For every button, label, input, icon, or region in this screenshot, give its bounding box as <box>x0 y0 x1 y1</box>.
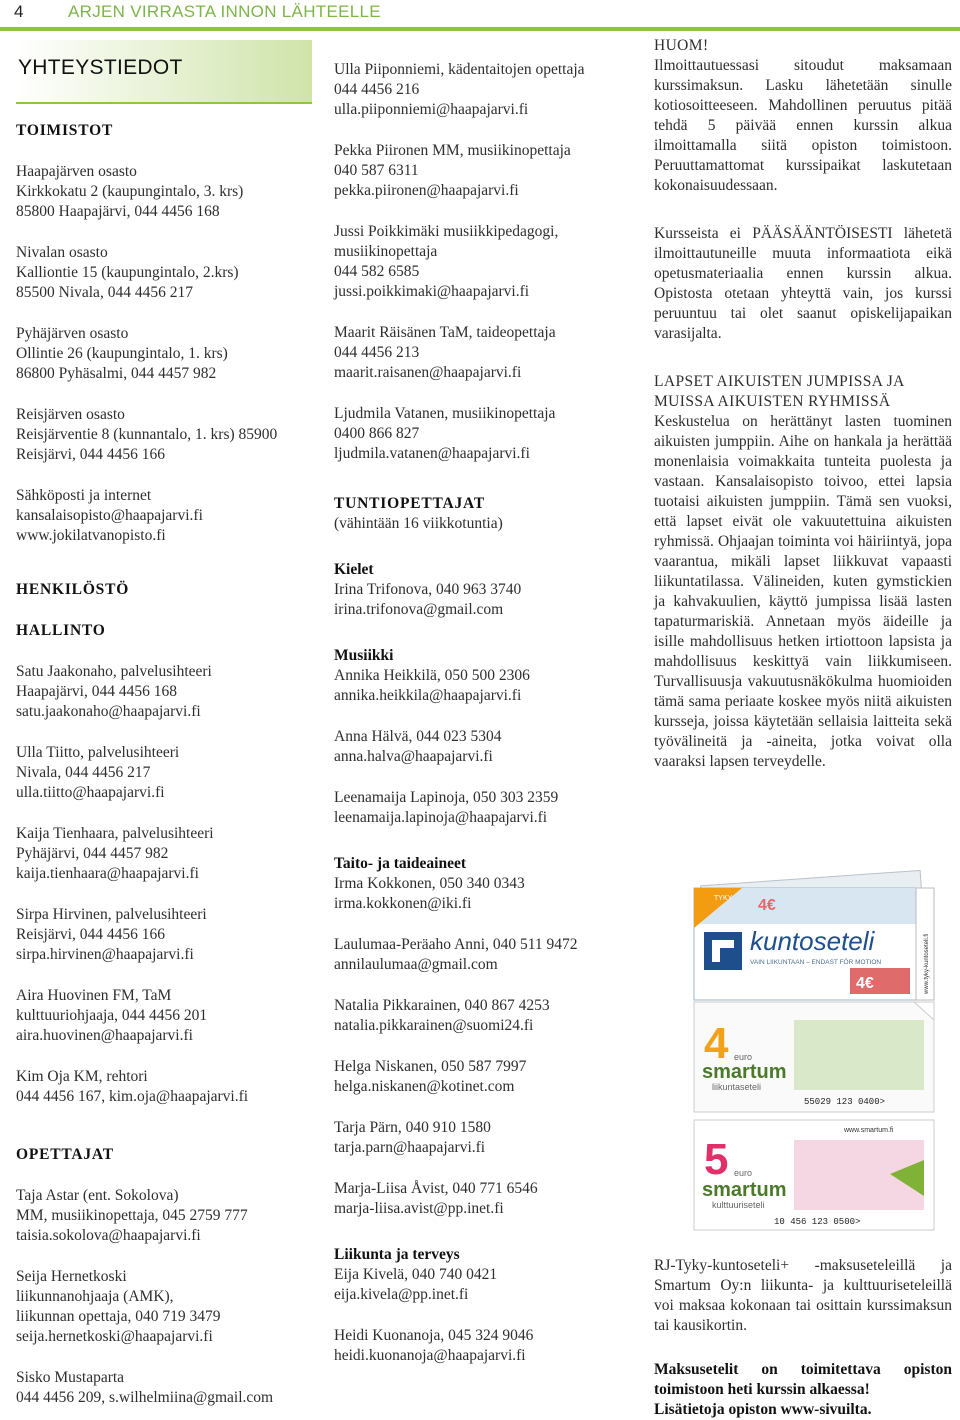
staff-entry: Kim Oja KM, rehtori 044 4456 167, kim.oja@haapajarvi.fi <box>16 1068 249 1105</box>
teacher-entry: Tarja Pärn, 040 910 1580 tarja.parn@haapajarvi.fi <box>334 1119 491 1156</box>
more-info-note: Lisätietoja opiston www-sivuilta. <box>654 1401 872 1418</box>
staff-entry: Sirpa Hirvinen, palvelusihteeri Reisjärvi, 044 4456 166 sirpa.hirvinen@haapajarvi.fi <box>16 906 207 963</box>
smartum2-sub: kulttuuriseteli <box>712 1200 765 1210</box>
smartum1-sub: liikuntaseteli <box>712 1082 762 1092</box>
column-teachers <box>334 60 624 1366</box>
office-reisjarvi: Reisjärven osasto Reisjärventie 8 (kunnantalo, 1. krs) 85900 Reisjärvi, 044 4456 166 <box>16 406 278 463</box>
tyky-brand: kuntoseteli <box>750 926 875 956</box>
smartum1-unit: euro <box>734 1052 753 1062</box>
column-contact-info <box>16 40 312 1408</box>
heading-taito-ja-taideaineet: Taito- ja taideaineet <box>334 855 467 872</box>
smartum2-value: 5 <box>704 1135 729 1184</box>
header-rule <box>0 27 960 31</box>
tyky-top-label: TYKY <box>714 895 733 902</box>
page-header <box>0 0 960 28</box>
staff-entry: Kaija Tienhaara, palvelusihteeri Pyhäjärvi, 044 4457 982 kaija.tienhaara@haapajarvi.fi <box>16 825 214 882</box>
page-number: 4 <box>14 2 24 21</box>
teacher-entry: Jussi Poikkimäki musiikkipedagogi, musiikinopettaja 044 582 6585 jussi.poikkimaki@haapajarvi.fi <box>334 223 559 300</box>
column-notices <box>654 36 952 772</box>
voucher-illustration <box>654 870 952 1250</box>
staff-entry: Ulla Tiitto, palvelusihteeri Nivala, 044 4456 217 ulla.tiitto@haapajarvi.fi <box>16 744 180 801</box>
heading-liikunta-ja-terveys: Liikunta ja terveys <box>334 1246 460 1263</box>
tyky-value-top: 4€ <box>758 897 776 914</box>
staff-entry: Aira Huovinen FM, TaM kulttuuriohjaaja, 044 4456 201 aira.huovinen@haapajarvi.fi <box>16 987 208 1044</box>
teacher-entry: Laulumaa-Peräaho Anni, 040 511 9472 annilaulumaa@gmail.com <box>334 936 578 973</box>
heading-musiikki: Musiikki <box>334 647 394 664</box>
heading-henkilosto: HENKILÖSTÖ <box>16 581 130 598</box>
voucher-bold-note: Maksusetelit on toimitettava opiston toimistoon heti kurssin alkaessa! <box>654 1361 952 1398</box>
heading-huom: HUOM! <box>654 37 709 54</box>
teacher-entry: Leenamaija Lapinoja, 050 303 2359 leenamaija.lapinoja@haapajarvi.fi <box>334 789 559 826</box>
teacher-entry: Helga Niskanen, 050 587 7997 helga.niskanen@kotinet.com <box>334 1058 527 1095</box>
heading-tuntiopettajat: TUNTIOPETTAJAT <box>334 495 486 512</box>
office-pyhajarvi: Pyhäjärven osasto Ollintie 26 (kaupungintalo, 1. krs) 86800 Pyhäsalmi, 044 4457 982 <box>16 325 228 382</box>
smartum2-unit: euro <box>734 1168 753 1178</box>
teacher-entry: Seija Hernetkoski liikunnanohjaaja (AMK), liikunnan opettaja, 040 719 3479 seija.hernetkoski@haapajarvi.fi <box>16 1268 221 1345</box>
smartum2-brand: smartum <box>702 1179 787 1201</box>
section-title: YHTEYSTIEDOT <box>18 56 183 79</box>
teacher-entry: Natalia Pikkarainen, 040 867 4253 natalia.pikkarainen@suomi24.fi <box>334 997 550 1034</box>
teacher-entry: Anna Hälvä, 044 023 5304 anna.halva@haapajarvi.fi <box>334 728 502 765</box>
voucher-images <box>654 870 952 1250</box>
tyky-value: 4€ <box>856 975 874 992</box>
office-nivala: Nivalan osasto Kalliontie 15 (kaupungintalo, 2.krs) 85500 Nivala, 044 4456 217 <box>16 244 239 301</box>
teacher-entry: Pekka Piironen MM, musiikinopettaja 040 587 6311 pekka.piironen@haapajarvi.fi <box>334 142 571 199</box>
page-header-title: ARJEN VIRRASTA INNON LÄHTEELLE <box>68 2 381 21</box>
teacher-entry: Annika Heikkilä, 050 500 2306 annika.heikkila@haapajarvi.fi <box>334 667 530 704</box>
email-and-web: Sähköposti ja internet kansalaisopisto@haapajarvi.fi www.jokilatvanopisto.fi <box>16 487 203 544</box>
teacher-entry: Heidi Kuonanoja, 045 324 9046 heidi.kuonanoja@haapajarvi.fi <box>334 1327 534 1364</box>
voucher-caption-block <box>654 1256 952 1420</box>
teacher-entry: Sisko Mustaparta 044 4456 209, s.wilhelmiina@gmail.com <box>16 1369 274 1406</box>
smartum1-brand: smartum <box>702 1061 787 1083</box>
teacher-entry: Irina Trifonova, 040 963 3740 irina.trifonova@gmail.com <box>334 581 522 618</box>
smartum-site: www.smartum.fi <box>844 1127 894 1134</box>
teacher-entry: Irma Kokkonen, 050 340 0343 irma.kokkonen@iki.fi <box>334 875 525 912</box>
heading-hallinto: HALLINTO <box>16 622 106 639</box>
section-title-box <box>16 40 312 104</box>
heading-lapset: LAPSET AIKUISTEN JUMPISSA JA MUISSA AIKUISTEN RYHMISSÄ <box>654 373 904 410</box>
heading-toimistot: TOIMISTOT <box>16 122 114 139</box>
notice-huom: Ilmoittautuessasi sitoudut maksamaan kurssimaksun. Lasku lähetetään sinulle kotiosoitteeseen. Mahdollinen peruutus pitää tehdä 5 päivää ennen kurssin alkua ilmoittamalla siitä opiston toimistoon. Peruuttamattomat kurssipaikat laskutetaan kokonaisuudessaan. <box>654 57 952 194</box>
teacher-entry: Taja Astar (ent. Sokolova) MM, musiikinopettaja, 045 2759 777 taisia.sokolova@haapajarvi.fi <box>16 1187 248 1244</box>
voucher-caption: RJ-Tyky-kuntoseteli+ -maksuseteleillä ja Smartum Oy:n liikunta- ja kulttuuriseteleillä voi maksaa kokonaan tai osittain kurssimaksun tai kausikortin. <box>654 1257 952 1334</box>
heading-kielet: Kielet <box>334 561 374 578</box>
tyky-site: www.tyky-kuntoseteli.fi <box>924 933 930 994</box>
office-haapajarvi: Haapajärven osasto Kirkkokatu 2 (kaupungintalo, 3. krs) 85800 Haapajärvi, 044 4456 168 <box>16 163 244 220</box>
teacher-entry: Ulla Piiponniemi, kädentaitojen opettaja 044 4456 216 ulla.piiponniemi@haapajarvi.fi <box>334 61 585 118</box>
tuntiopettajat-note: (vähintään 16 viikkotuntia) <box>334 515 503 532</box>
smartum2-code: 10 456 123 0500> <box>774 1217 861 1227</box>
tyky-sub: VAIN LIIKUNTAAN – ENDAST FÖR MOTION <box>750 959 882 966</box>
notice-kurssit: Kursseista ei PÄÄSÄÄNTÖISESTI lähetetä ilmoittautuneille muuta informaatiota eikä opetusmateriaalia ennen kurssin alkua. Opistosta otetaan yhteyttä vain, jos kurssi peruuntuu tai olet saanut opiskelijapaikan varasijalta. <box>654 225 952 342</box>
teacher-entry: Ljudmila Vatanen, musiikinopettaja 0400 866 827 ljudmila.vatanen@haapajarvi.fi <box>334 405 556 462</box>
teacher-entry: Maarit Räisänen TaM, taideopettaja 044 4456 213 maarit.raisanen@haapajarvi.fi <box>334 324 556 381</box>
staff-entry: Satu Jaakonaho, palvelusihteeri Haapajärvi, 044 4456 168 satu.jaakonaho@haapajarvi.fi <box>16 663 212 720</box>
teacher-entry: Eija Kivelä, 040 740 0421 eija.kivela@pp.inet.fi <box>334 1266 498 1303</box>
smartum1-code: 55029 123 0400> <box>804 1097 886 1107</box>
teacher-entry: Marja-Liisa Åvist, 040 771 6546 marja-liisa.avist@pp.inet.fi <box>334 1180 538 1217</box>
heading-opettajat: OPETTAJAT <box>16 1146 114 1163</box>
notice-lapset: Keskustelua on herättänyt lasten tuominen aikuisten jumppiin. Aihe on hankala ja herättää monenlaisia voimakkaita tunteita puolesta ja vastaan. Kansalaisopisto toivoo, ettei lapsia tuotaisi aikuisten jumppiin. Tämä sen vuoksi, että lapset eivät ole vakuutettuina aikuisten ryhmissä. Ohjaajan toiminta voi häiriintyä, jopa vaarantua, mikäli lapset liikkuvat vapaasti liikuntatilassa. Välineiden, kuten gymstickien ja kahvakuulien, käyttö jumpissa lisää lasten tapaturmariskiä. Annetaan myös äideille ja isille mahdollisuus hetken irtiottoon lapsista ja mahdollisuus keskittyä vain liikkumiseen. Turvallisuusja vakuutusnäkökulma huomioiden tämä sama periaate koskee myös niitä aikuisten kursseja, joissa käytetään sellaisia laitteita sekä työvälineitä ja -aineita, jotka voivat olla vaaraksi lapsen terveydelle. <box>654 413 952 770</box>
smartum1-value: 4 <box>704 1019 729 1068</box>
